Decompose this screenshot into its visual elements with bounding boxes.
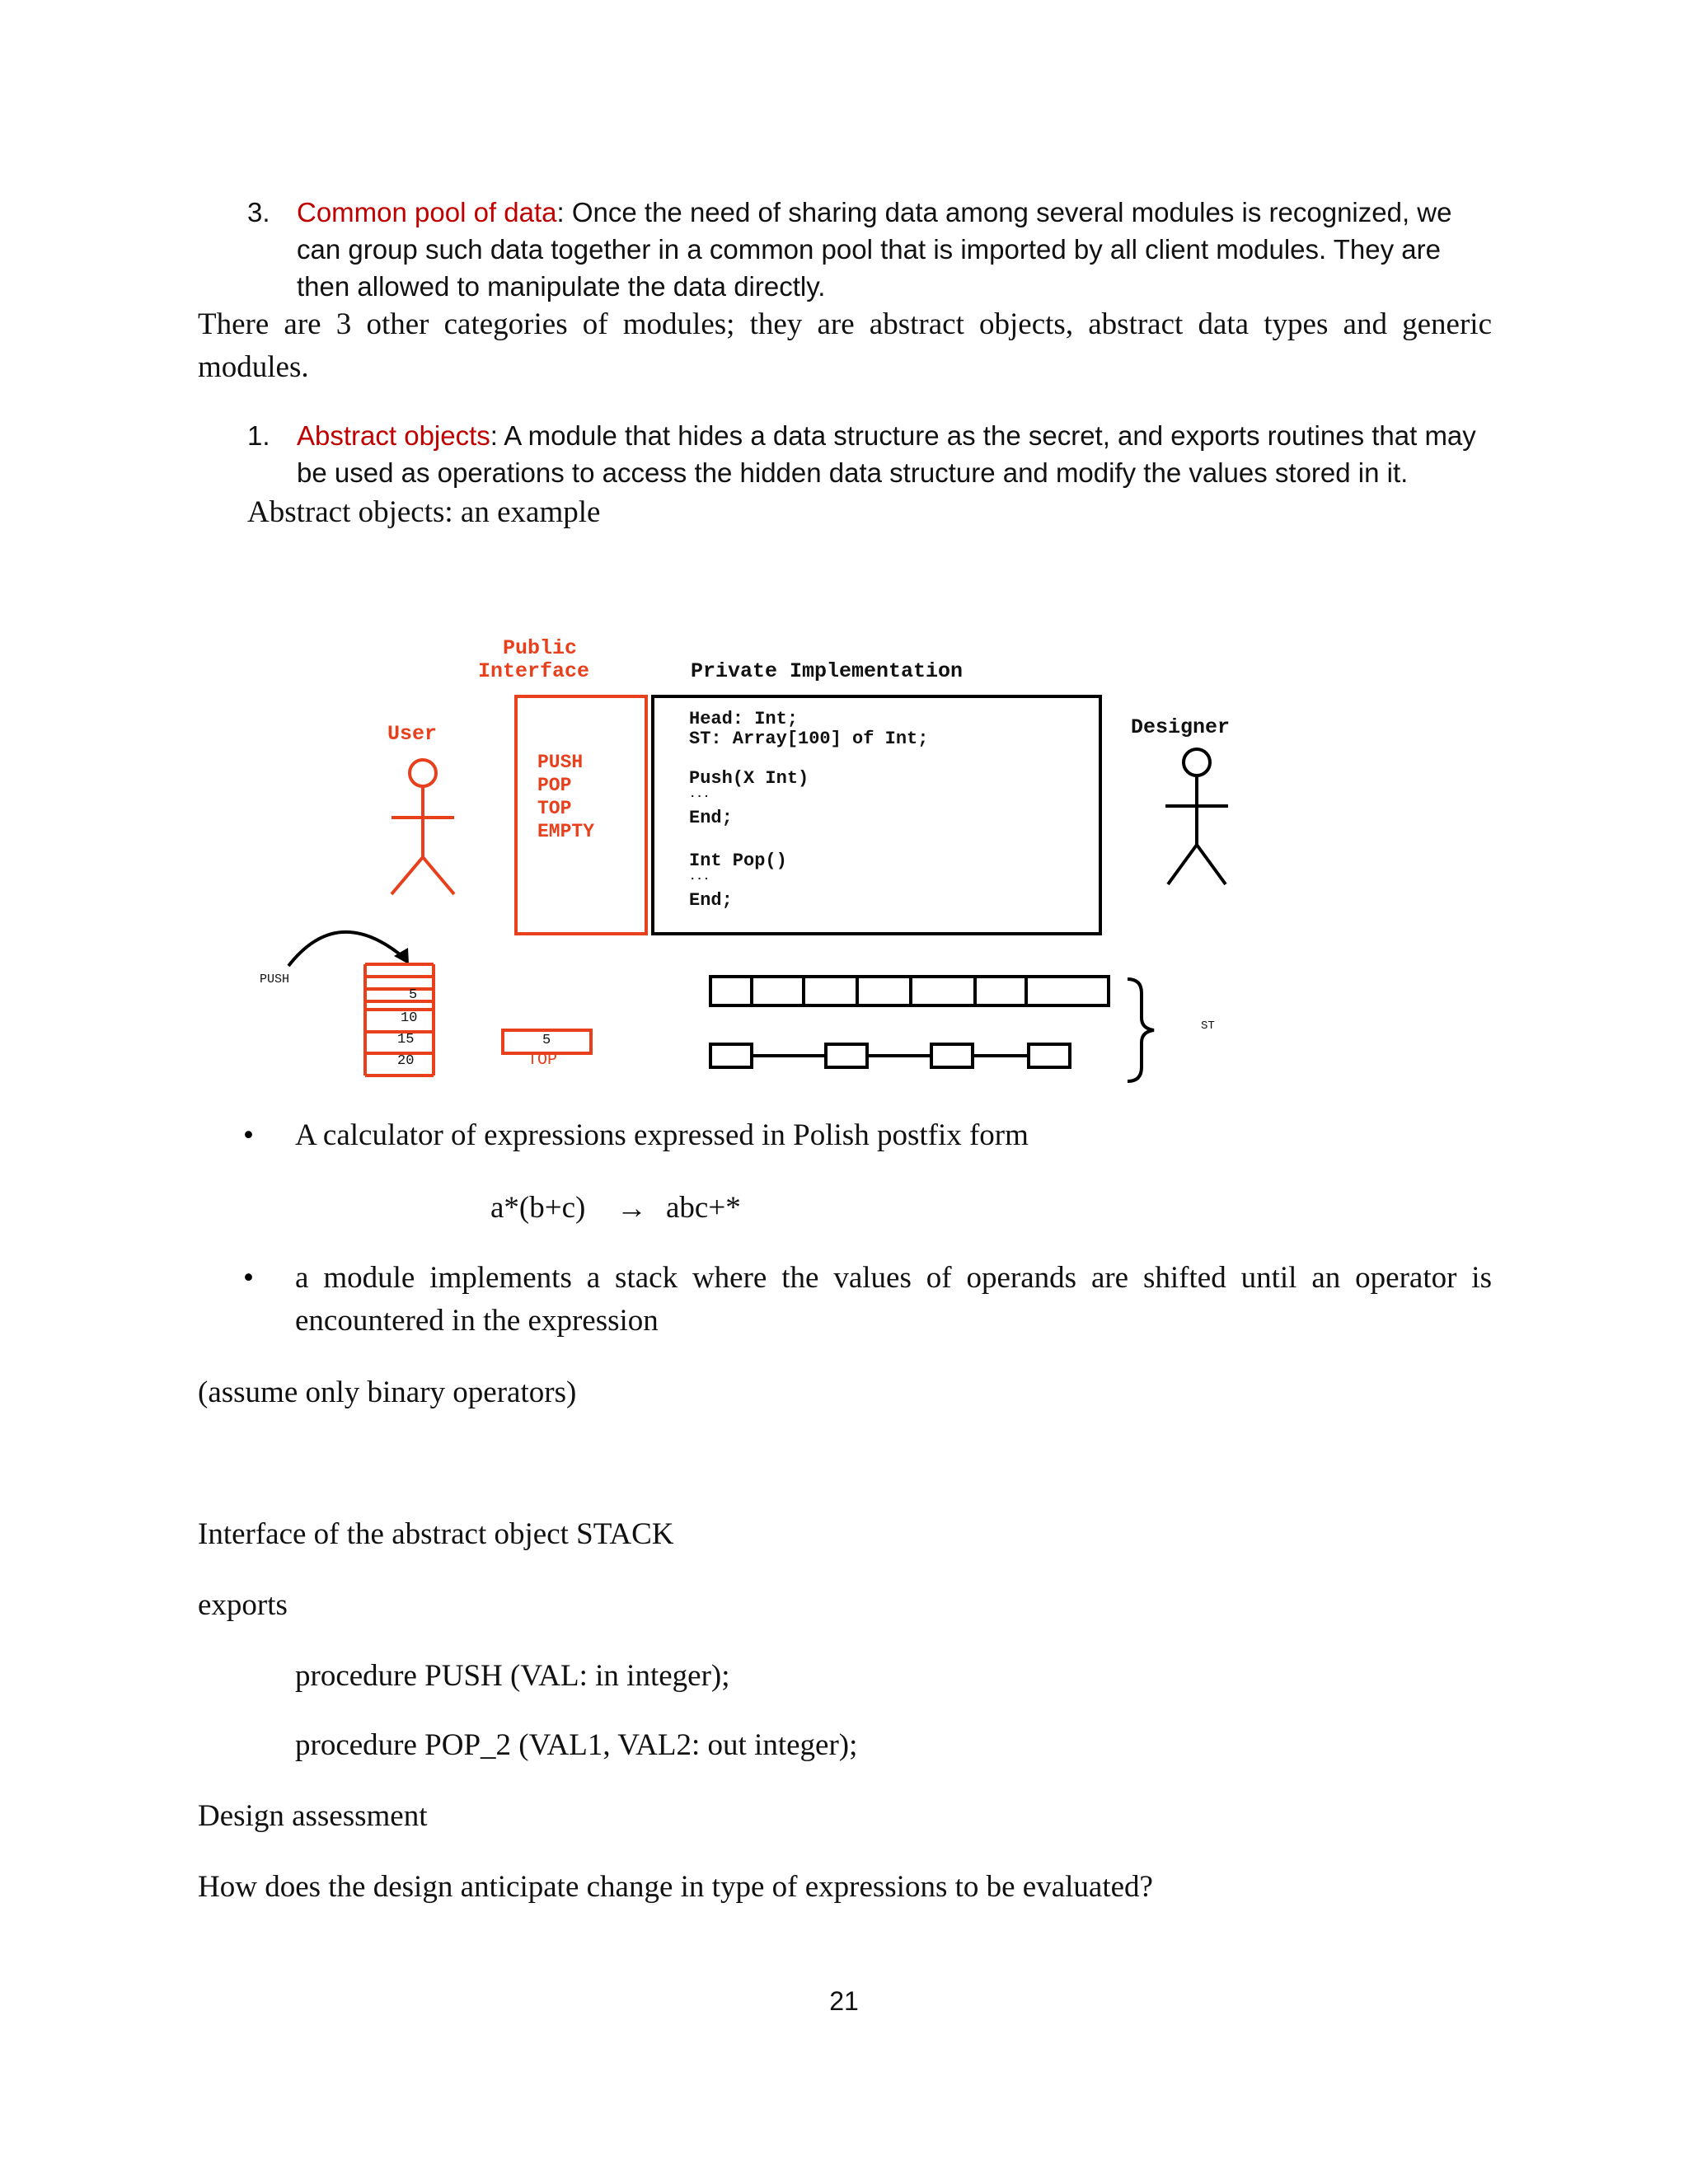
design-question: How does the design anticipate change in type of expressions to be evaluated? bbox=[198, 1870, 1153, 1904]
code-line: ... bbox=[689, 788, 710, 801]
array-representation bbox=[710, 977, 1109, 1005]
page-number: 21 bbox=[829, 1986, 859, 2016]
interface-title: Interface of the abstract object STACK bbox=[198, 1517, 674, 1551]
private-implementation-label: Private Implementation bbox=[691, 659, 964, 683]
user-label: User bbox=[387, 722, 438, 746]
code-line: End; bbox=[689, 890, 733, 911]
op-empty: EMPTY bbox=[537, 821, 595, 842]
code-line: End; bbox=[689, 808, 733, 828]
top-value: 5 bbox=[542, 1033, 551, 1048]
public-label-line1: Public bbox=[503, 636, 578, 660]
item-text: : Once the need of sharing data among several modules is recognized, we can group such data together in a common pool that is imported by all client modules. They are then allowed to manipulate the data directly. bbox=[297, 197, 1452, 302]
brace-icon bbox=[1128, 979, 1154, 1081]
st-label: ST bbox=[1201, 1019, 1215, 1033]
procedure-push: procedure PUSH (VAL: in integer); bbox=[295, 1659, 730, 1693]
linked-list-representation bbox=[710, 1044, 1070, 1067]
assume-note: (assume only binary operators) bbox=[198, 1376, 577, 1409]
bullet-dot: • bbox=[243, 1261, 254, 1295]
bullet-calculator: A calculator of expressions expressed in Polish postfix form bbox=[295, 1118, 1029, 1152]
design-assessment-heading: Design assessment bbox=[198, 1799, 428, 1833]
op-pop: POP bbox=[537, 775, 572, 796]
code-line: Head: Int; bbox=[689, 709, 799, 729]
code-line: Int Pop() bbox=[689, 851, 787, 871]
example-caption: Abstract objects: an example bbox=[247, 495, 601, 529]
expression-infix: a*(b+c) bbox=[490, 1191, 586, 1225]
list-item-abstract-objects bbox=[247, 417, 1492, 491]
stack-value: 20 bbox=[397, 1053, 415, 1069]
bullet-stack-module: a module implements a stack where the values of operands are shifted until an operator is encountered in the expression bbox=[295, 1261, 1492, 1338]
designer-figure-icon bbox=[1165, 749, 1228, 884]
public-interface-box bbox=[516, 696, 646, 934]
stack-value: 5 bbox=[409, 987, 418, 1003]
exports-keyword: exports bbox=[198, 1588, 288, 1622]
list-item-body bbox=[297, 194, 1492, 305]
term-abstract-objects: Abstract objects bbox=[297, 420, 490, 451]
list-item-common-pool bbox=[247, 194, 1492, 305]
push-arrow-icon bbox=[288, 932, 409, 966]
push-label: PUSH bbox=[260, 972, 290, 987]
abstract-object-figure bbox=[247, 626, 1319, 1104]
op-push: PUSH bbox=[537, 752, 584, 773]
code-line: ... bbox=[689, 870, 710, 883]
user-figure-icon bbox=[392, 760, 454, 894]
list-item-body bbox=[297, 417, 1492, 491]
expression-postfix: abc+* bbox=[666, 1191, 741, 1225]
procedure-pop2: procedure POP_2 (VAL1, VAL2: out integer); bbox=[295, 1728, 858, 1762]
item-text: : A module that hides a data structure as the secret, and exports routines that may be used as operations to access the hidden data structure and modify the values stored in it. bbox=[297, 420, 1476, 488]
public-label-line2: Interface bbox=[478, 659, 590, 683]
arrow-icon: → bbox=[617, 1191, 647, 1225]
op-top: TOP bbox=[537, 798, 572, 819]
list-number: 3. bbox=[247, 197, 270, 227]
code-line: Push(X Int) bbox=[689, 768, 809, 789]
top-label: TOP bbox=[528, 1051, 558, 1070]
list-number: 1. bbox=[247, 420, 270, 451]
bullet-dot: • bbox=[243, 1118, 254, 1152]
code-line: ST: Array[100] of Int; bbox=[689, 729, 929, 749]
stack-value: 15 bbox=[397, 1032, 415, 1047]
term-common-pool: Common pool of data bbox=[297, 197, 557, 227]
designer-label: Designer bbox=[1131, 715, 1231, 739]
stack-value: 10 bbox=[401, 1010, 418, 1026]
categories-paragraph: There are 3 other categories of modules; they are abstract objects, abstract data types and generic modules. bbox=[198, 307, 1492, 384]
